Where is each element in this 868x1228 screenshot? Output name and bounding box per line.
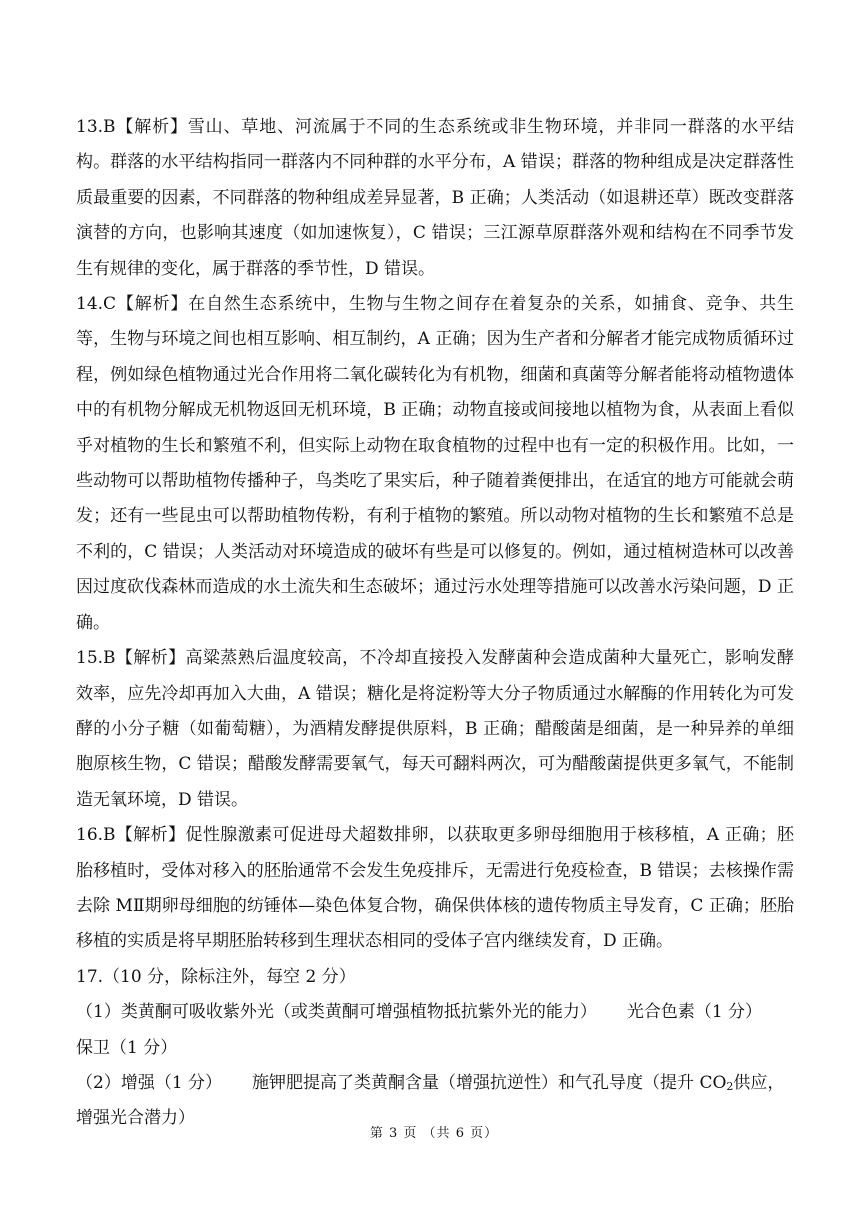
q14-label: 14.C【解析】 — [76, 294, 189, 315]
question-14-explanation — [76, 287, 794, 641]
q17-answer-1a: （1）类黄酮可吸收紫外光（或类黄酮可增强植物抵抗紫外光的能力） — [76, 1002, 597, 1023]
q13-text: 雪山、草地、河流属于不同的生态系统或非生物环境，并非同一群落的水平结构。群落的水平结构指同一群落内不同种群的水平分布，A 错误；群落的物种组成是决定群落性质最重要的因素，不同群落的物种组成差异显著，B 正确；人类活动（如退耕还草）既改变群落演替的方向，也影响其速度（如加速恢复），C 错误；三江源草原群落外观和结构在不同季节发生有规律的变化，属于群落的季节性，D 错误。 — [76, 117, 795, 279]
question-15-explanation — [76, 641, 794, 818]
q15-text: 高粱蒸熟后温度较高，不冷却直接投入发酵菌种会造成菌种大量死亡，影响发酵效率，应先冷却再加入大曲，A 错误；糖化是将淀粉等大分子物质通过水解酶的作用转化为可发酵的小分子糖（如葡萄糖），为酒精发酵提供原料，B 正确；醋酸菌是细菌，是一种异养的单细胞原核生物，C 错误；醋酸发酵需要氧气，每天可翻料两次，可为醋酸菌提供更多氧气，不能制造无氧环境，D 错误。 — [76, 648, 794, 810]
question-17-header: 17.（10 分，除标注外，每空 2 分） — [76, 966, 356, 987]
q17-answer-2c: 增强光合潜力） — [76, 1108, 195, 1129]
q13-label: 13.B【解析】 — [76, 117, 188, 137]
q17-answer-2b — [252, 1073, 784, 1093]
q17-answer-1c: 保卫（1 分） — [76, 1037, 178, 1058]
q17-answer-2a: （2）增强（1 分） — [76, 1072, 223, 1093]
q17-answer-2b-text: 施钾肥提高了类黄酮含量（增强抗逆性）和气孔导度（提升 CO — [252, 1072, 727, 1093]
co2-subscript: 2 — [726, 1079, 734, 1093]
q16-label: 16.B【解析】 — [76, 825, 186, 846]
q17-answer-2-line — [76, 1066, 794, 1101]
q17-answer-1b: 光合色素（1 分） — [626, 1002, 763, 1023]
q15-label: 15.B【解析】 — [76, 648, 186, 669]
q14-text: 在自然生态系统中，生物与生物之间存在着复杂的关系，如捕食、竞争、共生等，生物与环境之间也相互影响、相互制约，A 正确；因为生产者和分解者才能完成物质循环过程，例如绿色植物通过光合作用将二氧化碳转化为有机物，细菌和真菌等分解者能将动植物遗体中的有机物分解成无机物返回无机环境，B 正确；动物直接或间接地以植物为食，从表面上看似乎对植物的生长和繁殖不利，但实际上动物在取食植物的过程中也有一定的积极作用。比如，一些动物可以帮助植物传播种子，鸟类吃了果实后，种子随着粪便排出，在适宜的地方可能就会萌发；还有一些昆虫可以帮助植物传粉，有利于植物的繁殖。所以动物对植物的生长和繁殖不总是不利的，C 错误；人类活动对环境造成的破坏有些是可以修复的。例如，通过植树造林可以改善因过度砍伐森林而造成的水土流失和生态破坏；通过污水处理等措施可以改善水污染问题，D 正确。 — [76, 294, 794, 633]
q17-answer-1-line — [76, 995, 794, 1030]
q17-answer-2b-end: 供应， — [733, 1072, 785, 1093]
answer-content — [76, 110, 794, 1137]
question-13-explanation — [76, 110, 794, 287]
page-footer: 第 3 页 （共 6 页） — [369, 1126, 499, 1141]
q16-text: 促性腺激素可促进母犬超数排卵，以获取更多卵母细胞用于核移植，A 正确；胚胎移植时，受体对移入的胚胎通常不会发生免疫排斥，无需进行免疫检查，B 错误；去核操作需去除 MⅡ期卵母细胞的纺锤体—染色体复合物，确保供体核的遗传物质主导发育，C 正确；胚胎移植的实质是将早期胚胎转移到生理状态相同的受体子宫内继续发育，D 正确。 — [76, 825, 795, 952]
question-16-explanation — [76, 818, 794, 960]
